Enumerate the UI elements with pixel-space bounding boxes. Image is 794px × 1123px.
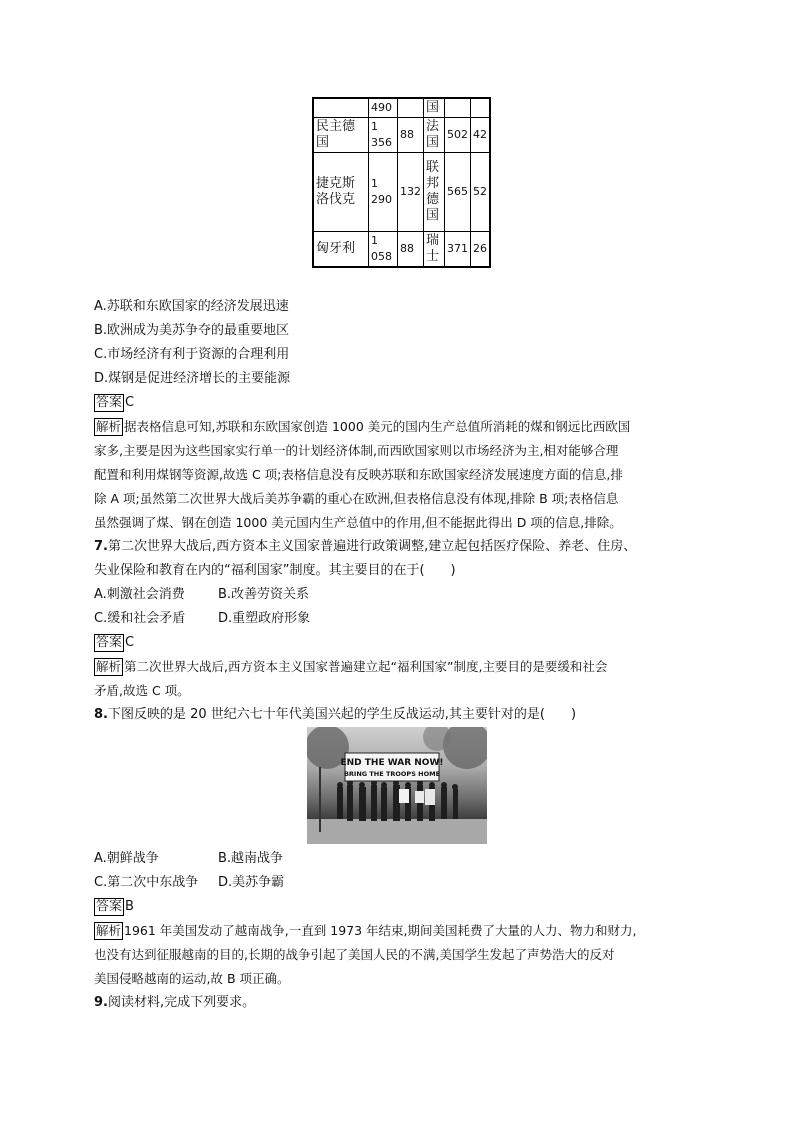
q6-analysis-line: 虽然强调了煤、钢在创造 1000 美元国内生产总值中的作用,但不能据此得出 D 项的信息,排除。 — [94, 515, 622, 530]
table-cell: 联邦德国 — [424, 153, 445, 232]
question-text: 下图反映的是 20 世纪六七十年代美国兴起的学生反战运动,其主要针对的是( ) — [107, 707, 577, 722]
question-text: 阅读材料,完成下列要求。 — [107, 995, 256, 1010]
q8-options-row — [94, 872, 714, 894]
banner-line-2: BRING THE TROOPS HOME — [343, 770, 441, 778]
coal-steel-table — [312, 97, 491, 268]
q8-option-c: C.第二次中东战争 — [94, 875, 199, 890]
q6-option-b: B.欧洲成为美苏争夺的最重要地区 — [94, 323, 290, 338]
q8-analysis-line: 美国侵略越南的运动,故 B 项正确。 — [94, 971, 290, 986]
banner-line-1: END THE WAR NOW! — [340, 758, 444, 768]
table-cell: 371 — [445, 232, 471, 268]
table-cell: 502 — [445, 118, 471, 153]
q9-stem — [94, 992, 714, 1014]
q6-analysis-line: 配置和利用煤钢等资源,故选 C 项;表格信息没有反映苏联和东欧国家经济发展速度方面的信息,排 — [94, 467, 623, 482]
table-row — [313, 98, 490, 118]
question-text: 第二次世界大战后,西方资本主义国家普遍进行政策调整,建立起包括医疗保险、养老、住房、 — [107, 539, 637, 554]
question-number: 9. — [94, 995, 108, 1010]
q6-option-c: C.市场经济有利于资源的合理利用 — [94, 347, 290, 362]
question-number: 8. — [94, 707, 108, 722]
question-number: 7. — [94, 539, 108, 554]
analysis-tag: 解析 — [96, 659, 122, 674]
q6-analysis-line: 家多,主要是因为这些国家实行单一的计划经济体制,而西欧国家则以市场经济为主,相对能够合理 — [94, 443, 619, 458]
protest-photo-drawing — [307, 727, 487, 844]
answer-tag: 答案 — [96, 635, 123, 650]
table-cell — [398, 98, 424, 118]
q7-option-a: A.刺激社会消费 — [94, 587, 185, 602]
q7-analysis-line — [94, 656, 714, 678]
q8-answer — [94, 896, 714, 918]
protest-photo — [307, 727, 487, 844]
q7-stem — [94, 536, 714, 558]
q7-option-b: B.改善劳资关系 — [218, 587, 310, 602]
table-cell: 52 — [471, 153, 491, 232]
q7-option-c: C.缓和社会矛盾 — [94, 611, 186, 626]
table-cell: 民主德国 — [313, 118, 369, 153]
q7-answer — [94, 632, 714, 654]
answer-value: B — [125, 899, 134, 914]
table-cell: 1 290 — [369, 153, 398, 232]
q8-options-row — [94, 848, 714, 870]
table-cell: 国 — [424, 98, 445, 118]
table-row — [313, 153, 490, 232]
analysis-text: 据表格信息可知,苏联和东欧国家创造 1000 美元的国内生产总值所消耗的煤和钢远比西欧国 — [124, 419, 631, 434]
table-row — [313, 232, 490, 268]
answer-value: C — [125, 395, 135, 410]
table-cell: 1 058 — [369, 232, 398, 268]
table-cell — [313, 98, 369, 118]
table-cell — [471, 98, 491, 118]
answer-tag: 答案 — [96, 899, 123, 914]
table-cell: 26 — [471, 232, 491, 268]
q8-option-a: A.朝鲜战争 — [94, 851, 159, 866]
table-cell: 42 — [471, 118, 491, 153]
analysis-text: 第二次世界大战后,西方资本主义国家普遍建立起“福利国家”制度,主要目的是要缓和社会 — [124, 659, 608, 674]
q8-analysis-line: 也没有达到征服越南的目的,长期的战争引起了美国人民的不满,美国学生发起了声势浩大的反对 — [94, 947, 615, 962]
q6-option-d: D.煤钢是促进经济增长的主要能源 — [94, 371, 291, 386]
analysis-tag: 解析 — [96, 923, 122, 938]
table-row — [313, 118, 490, 153]
q8-analysis-line — [94, 920, 714, 942]
table-cell: 88 — [398, 232, 424, 268]
table-cell: 490 — [369, 98, 398, 118]
q6-option-a: A.苏联和东欧国家的经济发展迅速 — [94, 299, 289, 314]
q6-analysis-line: 除 A 项;虽然第二次世界大战后美苏争霸的重心在欧洲,但表格信息没有体现,排除 B 项;表格信息 — [94, 491, 619, 506]
q7-options-row — [94, 584, 714, 606]
table-cell: 捷克斯洛伐克 — [313, 153, 369, 232]
q7-option-d: D.重塑政府形象 — [218, 611, 311, 626]
table-cell: 565 — [445, 153, 471, 232]
table-cell: 瑞士 — [424, 232, 445, 268]
q8-option-d: D.美苏争霸 — [218, 875, 285, 890]
answer-value: C — [125, 635, 135, 650]
table-cell — [445, 98, 471, 118]
q6-analysis-line — [94, 416, 714, 438]
q8-stem — [94, 704, 714, 726]
table-cell: 88 — [398, 118, 424, 153]
analysis-text: 1961 年美国发动了越南战争,一直到 1973 年结束,期间美国耗费了大量的人力、物力和财力, — [124, 923, 637, 938]
analysis-tag: 解析 — [96, 419, 122, 434]
table-cell: 匈牙利 — [313, 232, 369, 268]
q8-option-b: B.越南战争 — [218, 851, 284, 866]
q6-answer — [94, 392, 714, 414]
q7-options-row — [94, 608, 714, 630]
q7-analysis-line: 矛盾,故选 C 项。 — [94, 683, 190, 698]
table-cell: 法国 — [424, 118, 445, 153]
answer-tag: 答案 — [96, 395, 123, 410]
table-cell: 1 356 — [369, 118, 398, 153]
q7-stem-line: 失业保险和教育在内的“福利国家”制度。其主要目的在于( ) — [94, 563, 456, 578]
table-cell: 132 — [398, 153, 424, 232]
